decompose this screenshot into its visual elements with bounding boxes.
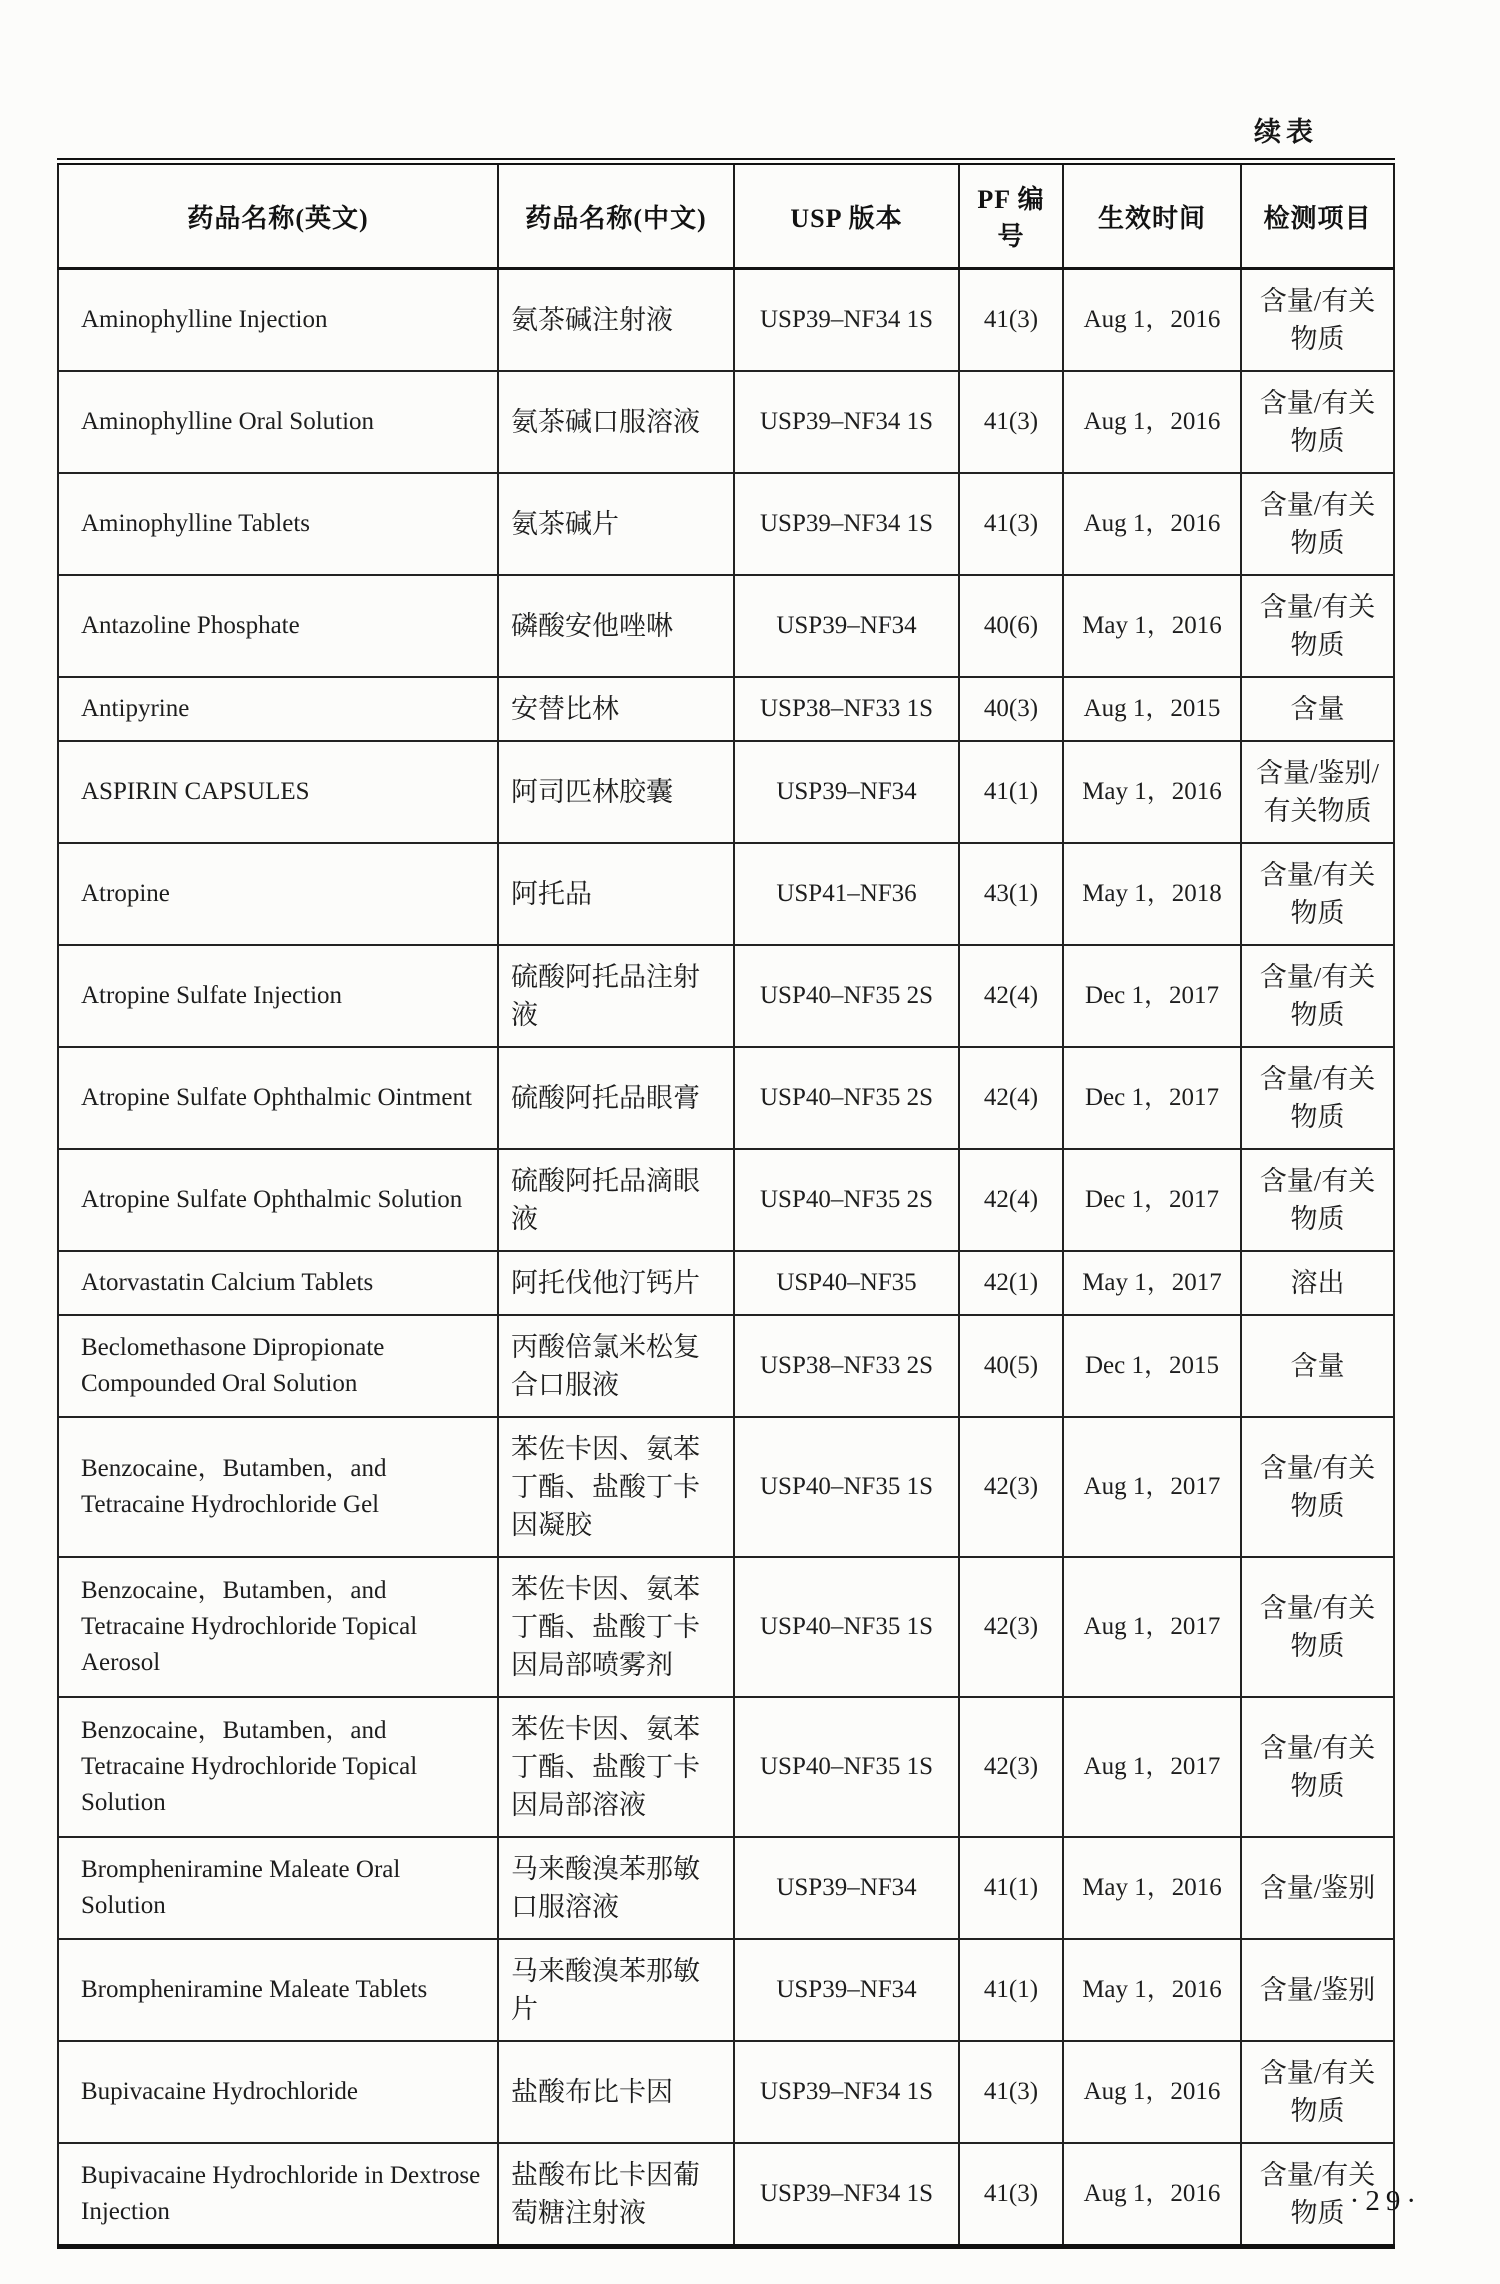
- cell-drug-name-zh: 苯佐卡因、氨苯丁酯、盐酸丁卡因局部溶液: [498, 1697, 734, 1837]
- cell-drug-name-en: Atropine Sulfate Ophthalmic Solution: [58, 1149, 498, 1251]
- cell-test-items: 含量/有关物质: [1241, 1417, 1394, 1557]
- table-row: [58, 945, 1394, 1047]
- cell-drug-name-en: Atropine: [58, 843, 498, 945]
- cell-pf-number: 43(1): [959, 843, 1063, 945]
- cell-drug-name-zh: 阿托伐他汀钙片: [498, 1251, 734, 1315]
- table-body: [58, 269, 1394, 2247]
- cell-pf-number: 42(3): [959, 1557, 1063, 1697]
- cell-pf-number: 41(3): [959, 371, 1063, 473]
- cell-effective-date: Aug 1，2017: [1063, 1557, 1241, 1697]
- drug-table: [57, 158, 1395, 2249]
- cell-drug-name-en: Benzocaine，Butamben，and Tetracaine Hydrochloride Gel: [58, 1417, 498, 1557]
- cell-drug-name-zh: 阿托品: [498, 843, 734, 945]
- cell-drug-name-en: Benzocaine，Butamben，and Tetracaine Hydrochloride Topical Aerosol: [58, 1557, 498, 1697]
- cell-effective-date: Aug 1，2016: [1063, 2041, 1241, 2143]
- cell-usp-version: USP39–NF34: [734, 1837, 959, 1939]
- cell-effective-date: Dec 1，2017: [1063, 1047, 1241, 1149]
- cell-drug-name-zh: 氨茶碱口服溶液: [498, 371, 734, 473]
- table-row: [58, 1251, 1394, 1315]
- cell-pf-number: 41(3): [959, 2041, 1063, 2143]
- cell-effective-date: May 1，2016: [1063, 741, 1241, 843]
- cell-pf-number: 41(1): [959, 1837, 1063, 1939]
- cell-drug-name-zh: 阿司匹林胶囊: [498, 741, 734, 843]
- cell-drug-name-en: Bupivacaine Hydrochloride: [58, 2041, 498, 2143]
- cell-test-items: 含量/有关物质: [1241, 1697, 1394, 1837]
- cell-pf-number: 40(3): [959, 677, 1063, 741]
- cell-pf-number: 42(4): [959, 945, 1063, 1047]
- cell-drug-name-en: Atorvastatin Calcium Tablets: [58, 1251, 498, 1315]
- cell-test-items: 含量/有关物质: [1241, 2041, 1394, 2143]
- table-row: [58, 371, 1394, 473]
- cell-usp-version: USP38–NF33 1S: [734, 677, 959, 741]
- cell-test-items: 含量/有关物质: [1241, 269, 1394, 372]
- cell-usp-version: USP39–NF34: [734, 575, 959, 677]
- table-row: [58, 269, 1394, 372]
- cell-usp-version: USP40–NF35 1S: [734, 1557, 959, 1697]
- table-row: [58, 575, 1394, 677]
- cell-drug-name-en: Aminophylline Oral Solution: [58, 371, 498, 473]
- cell-usp-version: USP39–NF34 1S: [734, 473, 959, 575]
- cell-usp-version: USP38–NF33 2S: [734, 1315, 959, 1417]
- table-row: [58, 1417, 1394, 1557]
- cell-usp-version: USP39–NF34 1S: [734, 371, 959, 473]
- cell-test-items: 含量/有关物质: [1241, 2143, 1394, 2247]
- cell-drug-name-zh: 磷酸安他唑啉: [498, 575, 734, 677]
- cell-drug-name-en: Bupivacaine Hydrochloride in Dextrose Injection: [58, 2143, 498, 2247]
- cell-drug-name-en: Beclomethasone Dipropionate Compounded Oral Solution: [58, 1315, 498, 1417]
- cell-drug-name-en: Aminophylline Tablets: [58, 473, 498, 575]
- cell-drug-name-zh: 氨茶碱片: [498, 473, 734, 575]
- cell-usp-version: USP40–NF35 2S: [734, 1047, 959, 1149]
- cell-drug-name-en: Antazoline Phosphate: [58, 575, 498, 677]
- cell-pf-number: 42(3): [959, 1697, 1063, 1837]
- cell-drug-name-en: Benzocaine，Butamben，and Tetracaine Hydrochloride Topical Solution: [58, 1697, 498, 1837]
- cell-pf-number: 41(1): [959, 1939, 1063, 2041]
- cell-usp-version: USP40–NF35 2S: [734, 945, 959, 1047]
- cell-effective-date: Aug 1，2017: [1063, 1417, 1241, 1557]
- cell-test-items: 含量: [1241, 1315, 1394, 1417]
- table-row: [58, 677, 1394, 741]
- cell-effective-date: May 1，2016: [1063, 1837, 1241, 1939]
- header-test-items: 检测项目: [1241, 162, 1394, 269]
- cell-test-items: 含量/有关物质: [1241, 575, 1394, 677]
- cell-effective-date: Aug 1，2016: [1063, 269, 1241, 372]
- table-row: [58, 843, 1394, 945]
- cell-effective-date: Dec 1，2017: [1063, 945, 1241, 1047]
- cell-drug-name-zh: 苯佐卡因、氨苯丁酯、盐酸丁卡因凝胶: [498, 1417, 734, 1557]
- cell-drug-name-zh: 盐酸布比卡因葡萄糖注射液: [498, 2143, 734, 2247]
- header-pf-number: PF 编号: [959, 162, 1063, 269]
- cell-effective-date: May 1，2016: [1063, 575, 1241, 677]
- cell-drug-name-en: Atropine Sulfate Ophthalmic Ointment: [58, 1047, 498, 1149]
- cell-drug-name-en: Atropine Sulfate Injection: [58, 945, 498, 1047]
- cell-drug-name-zh: 苯佐卡因、氨苯丁酯、盐酸丁卡因局部喷雾剂: [498, 1557, 734, 1697]
- cell-test-items: 含量/有关物质: [1241, 1047, 1394, 1149]
- header-drug-name-zh: 药品名称(中文): [498, 162, 734, 269]
- cell-test-items: 含量/鉴别: [1241, 1837, 1394, 1939]
- cell-drug-name-zh: 盐酸布比卡因: [498, 2041, 734, 2143]
- cell-test-items: 含量/有关物质: [1241, 1557, 1394, 1697]
- cell-pf-number: 40(5): [959, 1315, 1063, 1417]
- cell-test-items: 含量/有关物质: [1241, 843, 1394, 945]
- cell-pf-number: 41(3): [959, 2143, 1063, 2247]
- table-row: [58, 473, 1394, 575]
- table-header-row: [58, 162, 1394, 269]
- cell-pf-number: 41(1): [959, 741, 1063, 843]
- cell-drug-name-en: Brompheniramine Maleate Oral Solution: [58, 1837, 498, 1939]
- cell-effective-date: Dec 1，2015: [1063, 1315, 1241, 1417]
- cell-test-items: 含量/有关物质: [1241, 1149, 1394, 1251]
- cell-test-items: 含量: [1241, 677, 1394, 741]
- table-row: [58, 741, 1394, 843]
- cell-effective-date: May 1，2018: [1063, 843, 1241, 945]
- cell-pf-number: 41(3): [959, 269, 1063, 372]
- cell-pf-number: 42(1): [959, 1251, 1063, 1315]
- cell-drug-name-zh: 丙酸倍氯米松复合口服液: [498, 1315, 734, 1417]
- cell-usp-version: USP40–NF35: [734, 1251, 959, 1315]
- table-header: [58, 162, 1394, 269]
- cell-drug-name-zh: 马来酸溴苯那敏片: [498, 1939, 734, 2041]
- cell-pf-number: 42(3): [959, 1417, 1063, 1557]
- header-drug-name-en: 药品名称(英文): [58, 162, 498, 269]
- cell-test-items: 含量/有关物质: [1241, 473, 1394, 575]
- cell-drug-name-en: Brompheniramine Maleate Tablets: [58, 1939, 498, 2041]
- cell-usp-version: USP39–NF34 1S: [734, 2041, 959, 2143]
- table-row: [58, 1939, 1394, 2041]
- cell-effective-date: Aug 1，2016: [1063, 2143, 1241, 2247]
- table-row: [58, 1837, 1394, 1939]
- cell-usp-version: USP40–NF35 1S: [734, 1697, 959, 1837]
- cell-usp-version: USP41–NF36: [734, 843, 959, 945]
- cell-pf-number: 40(6): [959, 575, 1063, 677]
- table-row: [58, 1557, 1394, 1697]
- table-row: [58, 1697, 1394, 1837]
- cell-drug-name-en: ASPIRIN CAPSULES: [58, 741, 498, 843]
- cell-effective-date: Aug 1，2016: [1063, 371, 1241, 473]
- cell-pf-number: 41(3): [959, 473, 1063, 575]
- cell-usp-version: USP39–NF34 1S: [734, 269, 959, 372]
- header-effective-date: 生效时间: [1063, 162, 1241, 269]
- cell-pf-number: 42(4): [959, 1149, 1063, 1251]
- cell-usp-version: USP40–NF35 1S: [734, 1417, 959, 1557]
- cell-effective-date: May 1，2017: [1063, 1251, 1241, 1315]
- cell-usp-version: USP40–NF35 2S: [734, 1149, 959, 1251]
- continued-table-label: 续表: [1254, 117, 1318, 147]
- cell-effective-date: Aug 1，2016: [1063, 473, 1241, 575]
- cell-test-items: 含量/鉴别: [1241, 1939, 1394, 2041]
- table-row: [58, 1149, 1394, 1251]
- header-usp-version: USP 版本: [734, 162, 959, 269]
- cell-effective-date: Aug 1，2017: [1063, 1697, 1241, 1837]
- table-row: [58, 2041, 1394, 2143]
- cell-drug-name-zh: 硫酸阿托品滴眼液: [498, 1149, 734, 1251]
- cell-drug-name-en: Antipyrine: [58, 677, 498, 741]
- page-number: ·29·: [1349, 2185, 1422, 2217]
- cell-usp-version: USP39–NF34: [734, 741, 959, 843]
- cell-pf-number: 42(4): [959, 1047, 1063, 1149]
- cell-usp-version: USP39–NF34: [734, 1939, 959, 2041]
- cell-test-items: 含量/有关物质: [1241, 945, 1394, 1047]
- cell-test-items: 含量/有关物质: [1241, 371, 1394, 473]
- cell-effective-date: May 1，2016: [1063, 1939, 1241, 2041]
- cell-drug-name-zh: 硫酸阿托品注射液: [498, 945, 734, 1047]
- cell-drug-name-zh: 硫酸阿托品眼膏: [498, 1047, 734, 1149]
- table-row: [58, 2143, 1394, 2247]
- cell-drug-name-zh: 氨茶碱注射液: [498, 269, 734, 372]
- cell-drug-name-zh: 马来酸溴苯那敏口服溶液: [498, 1837, 734, 1939]
- cell-test-items: 含量/鉴别/有关物质: [1241, 741, 1394, 843]
- cell-usp-version: USP39–NF34 1S: [734, 2143, 959, 2247]
- cell-drug-name-en: Aminophylline Injection: [58, 269, 498, 372]
- cell-effective-date: Aug 1，2015: [1063, 677, 1241, 741]
- cell-effective-date: Dec 1，2017: [1063, 1149, 1241, 1251]
- cell-drug-name-zh: 安替比林: [498, 677, 734, 741]
- cell-test-items: 溶出: [1241, 1251, 1394, 1315]
- table-row: [58, 1315, 1394, 1417]
- table-row: [58, 1047, 1394, 1149]
